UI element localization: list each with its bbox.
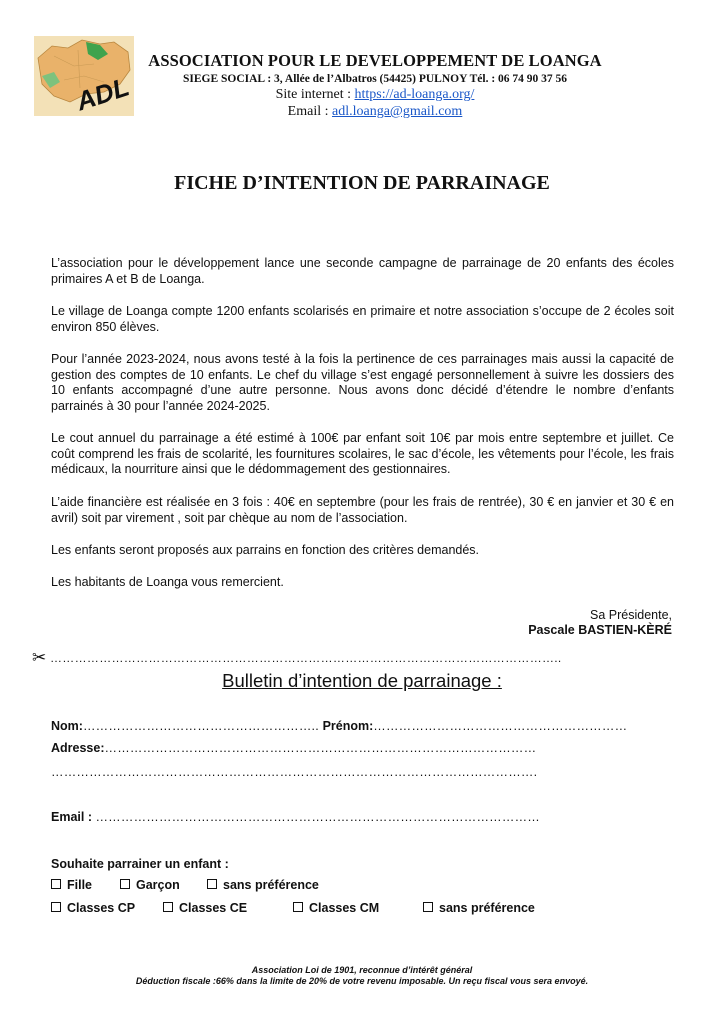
checkbox-icon[interactable] (293, 902, 303, 912)
option-label: Classes CE (179, 901, 248, 915)
adl-logo (34, 36, 134, 116)
option-classes-cm[interactable] (293, 901, 379, 915)
site-link[interactable]: https://ad-loanga.org/ (354, 87, 475, 102)
paragraph: L’aide financière est réalisée en 3 fois : 40€ en septembre (pour les frais de rentrée), 30 € en janvier et 30 € en avril) soit par virement , soit par chèque au nom de l’association. (51, 495, 674, 525)
option-classes-ce[interactable] (163, 901, 247, 915)
email-line (140, 104, 610, 120)
footer-line-2: Déduction fiscale :66% dans la limite de 20% de votre revenu imposable. Un reçu fiscal vous sera envoyé. (135, 976, 589, 986)
checkbox-icon[interactable] (163, 902, 173, 912)
document-title: FICHE D’INTENTION DE PARRAINAGE (174, 172, 550, 194)
form-title: Bulletin d’intention de parrainage : (222, 670, 502, 691)
adresse-label: Adresse: (51, 741, 105, 755)
option-label: Classes CM (309, 901, 380, 915)
paragraph: Le village de Loanga compte 1200 enfants scolarisés en primaire et notre association s’occupe de 2 écoles soit environ 850 élèves. (51, 304, 674, 334)
logo-text: ADL (72, 71, 133, 116)
adresse-field[interactable]: ………………………………………………………………………………………… (104, 741, 537, 755)
site-line (140, 87, 610, 103)
signature-name: Pascale BASTIEN-KÈRÉ (528, 623, 672, 637)
paragraph: Les habitants de Loanga vous remercient. (51, 575, 284, 589)
nom-field[interactable]: ……………………………………………….. (82, 719, 323, 733)
paragraph: L’association pour le développement lance une seconde campagne de parrainage de 20 enfants des écoles primaires A et B de Loanga. (51, 256, 674, 286)
option-classes-cp[interactable] (51, 901, 135, 915)
paragraph: Les enfants seront proposés aux parrains en fonction des critères demandés. (51, 543, 480, 557)
cut-line: …………………………………………………………………………………………………………….. (50, 651, 562, 665)
email-link[interactable]: adl.loanga@gmail.com (332, 104, 463, 119)
adresse-row (51, 741, 536, 755)
checkbox-icon[interactable] (207, 879, 217, 889)
email-row (51, 810, 540, 824)
adresse-field-2[interactable]: ……………………………………………………………………………………………………. (51, 765, 538, 779)
prenom-label: Prénom: (322, 719, 374, 733)
checkbox-icon[interactable] (423, 902, 433, 912)
option-label: Fille (67, 878, 93, 892)
option-sans-preference-classe[interactable] (423, 901, 535, 915)
nom-prenom-row (51, 719, 627, 733)
siege-social: SIEGE SOCIAL : 3, Allée de l’Albatros (54425) PULNOY Tél. : 06 74 90 37 56 (182, 73, 568, 85)
site-label: Site internet : (275, 87, 355, 102)
footer-line-1: Association Loi de 1901, reconnue d’intérêt général (251, 965, 473, 975)
adresse-row-2 (51, 765, 537, 779)
souhaite-label: Souhaite parrainer un enfant : (51, 857, 229, 871)
option-label: Classes CP (67, 901, 136, 915)
paragraph: Le cout annuel du parrainage a été estimé à 100€ par enfant soit 10€ par mois entre septembre et juillet. Ce coût comprend les frais de scolarité, les fournitures scolaires, le sac d’école, les vêtements pour l’école, les frais médicaux, la nourriture ainsi que le dédommagement des gestionnaires. (51, 431, 674, 476)
email-label: Email : (287, 104, 332, 119)
nom-label: Nom: (51, 719, 83, 733)
option-label: sans préférence (439, 901, 535, 915)
checkbox-icon[interactable] (51, 902, 61, 912)
scissors-icon: ✂ (32, 648, 47, 667)
signature-title: Sa Présidente, (590, 608, 672, 622)
option-sans-preference-genre[interactable] (207, 878, 319, 892)
checkbox-icon[interactable] (51, 879, 61, 889)
option-label: sans préférence (223, 878, 319, 892)
option-fille[interactable] (51, 878, 92, 892)
option-garcon[interactable] (120, 878, 180, 892)
org-name: ASSOCIATION POUR LE DEVELOPPEMENT DE LOANGA (148, 51, 602, 70)
checkbox-icon[interactable] (120, 879, 130, 889)
prenom-field[interactable]: …………………………………………………… (373, 719, 628, 733)
email-field[interactable]: …………………………………………………………………………………………… (95, 810, 540, 824)
option-label: Garçon (136, 878, 180, 892)
paragraph: Pour l’année 2023-2024, nous avons testé à la fois la pertinence de ces parrainages mais aussi la capacité de gestion des comptes de 10 enfants. Le chef du village s’est engagé personnellement à suivre les dossiers des 10 enfants accompagné d’une autre personne. Nous avons donc décidé d’étendre le nombre d’enfants parrainés à 30 pour l’année 2024-2025. (51, 352, 674, 413)
email-field-label: Email : (51, 810, 96, 824)
